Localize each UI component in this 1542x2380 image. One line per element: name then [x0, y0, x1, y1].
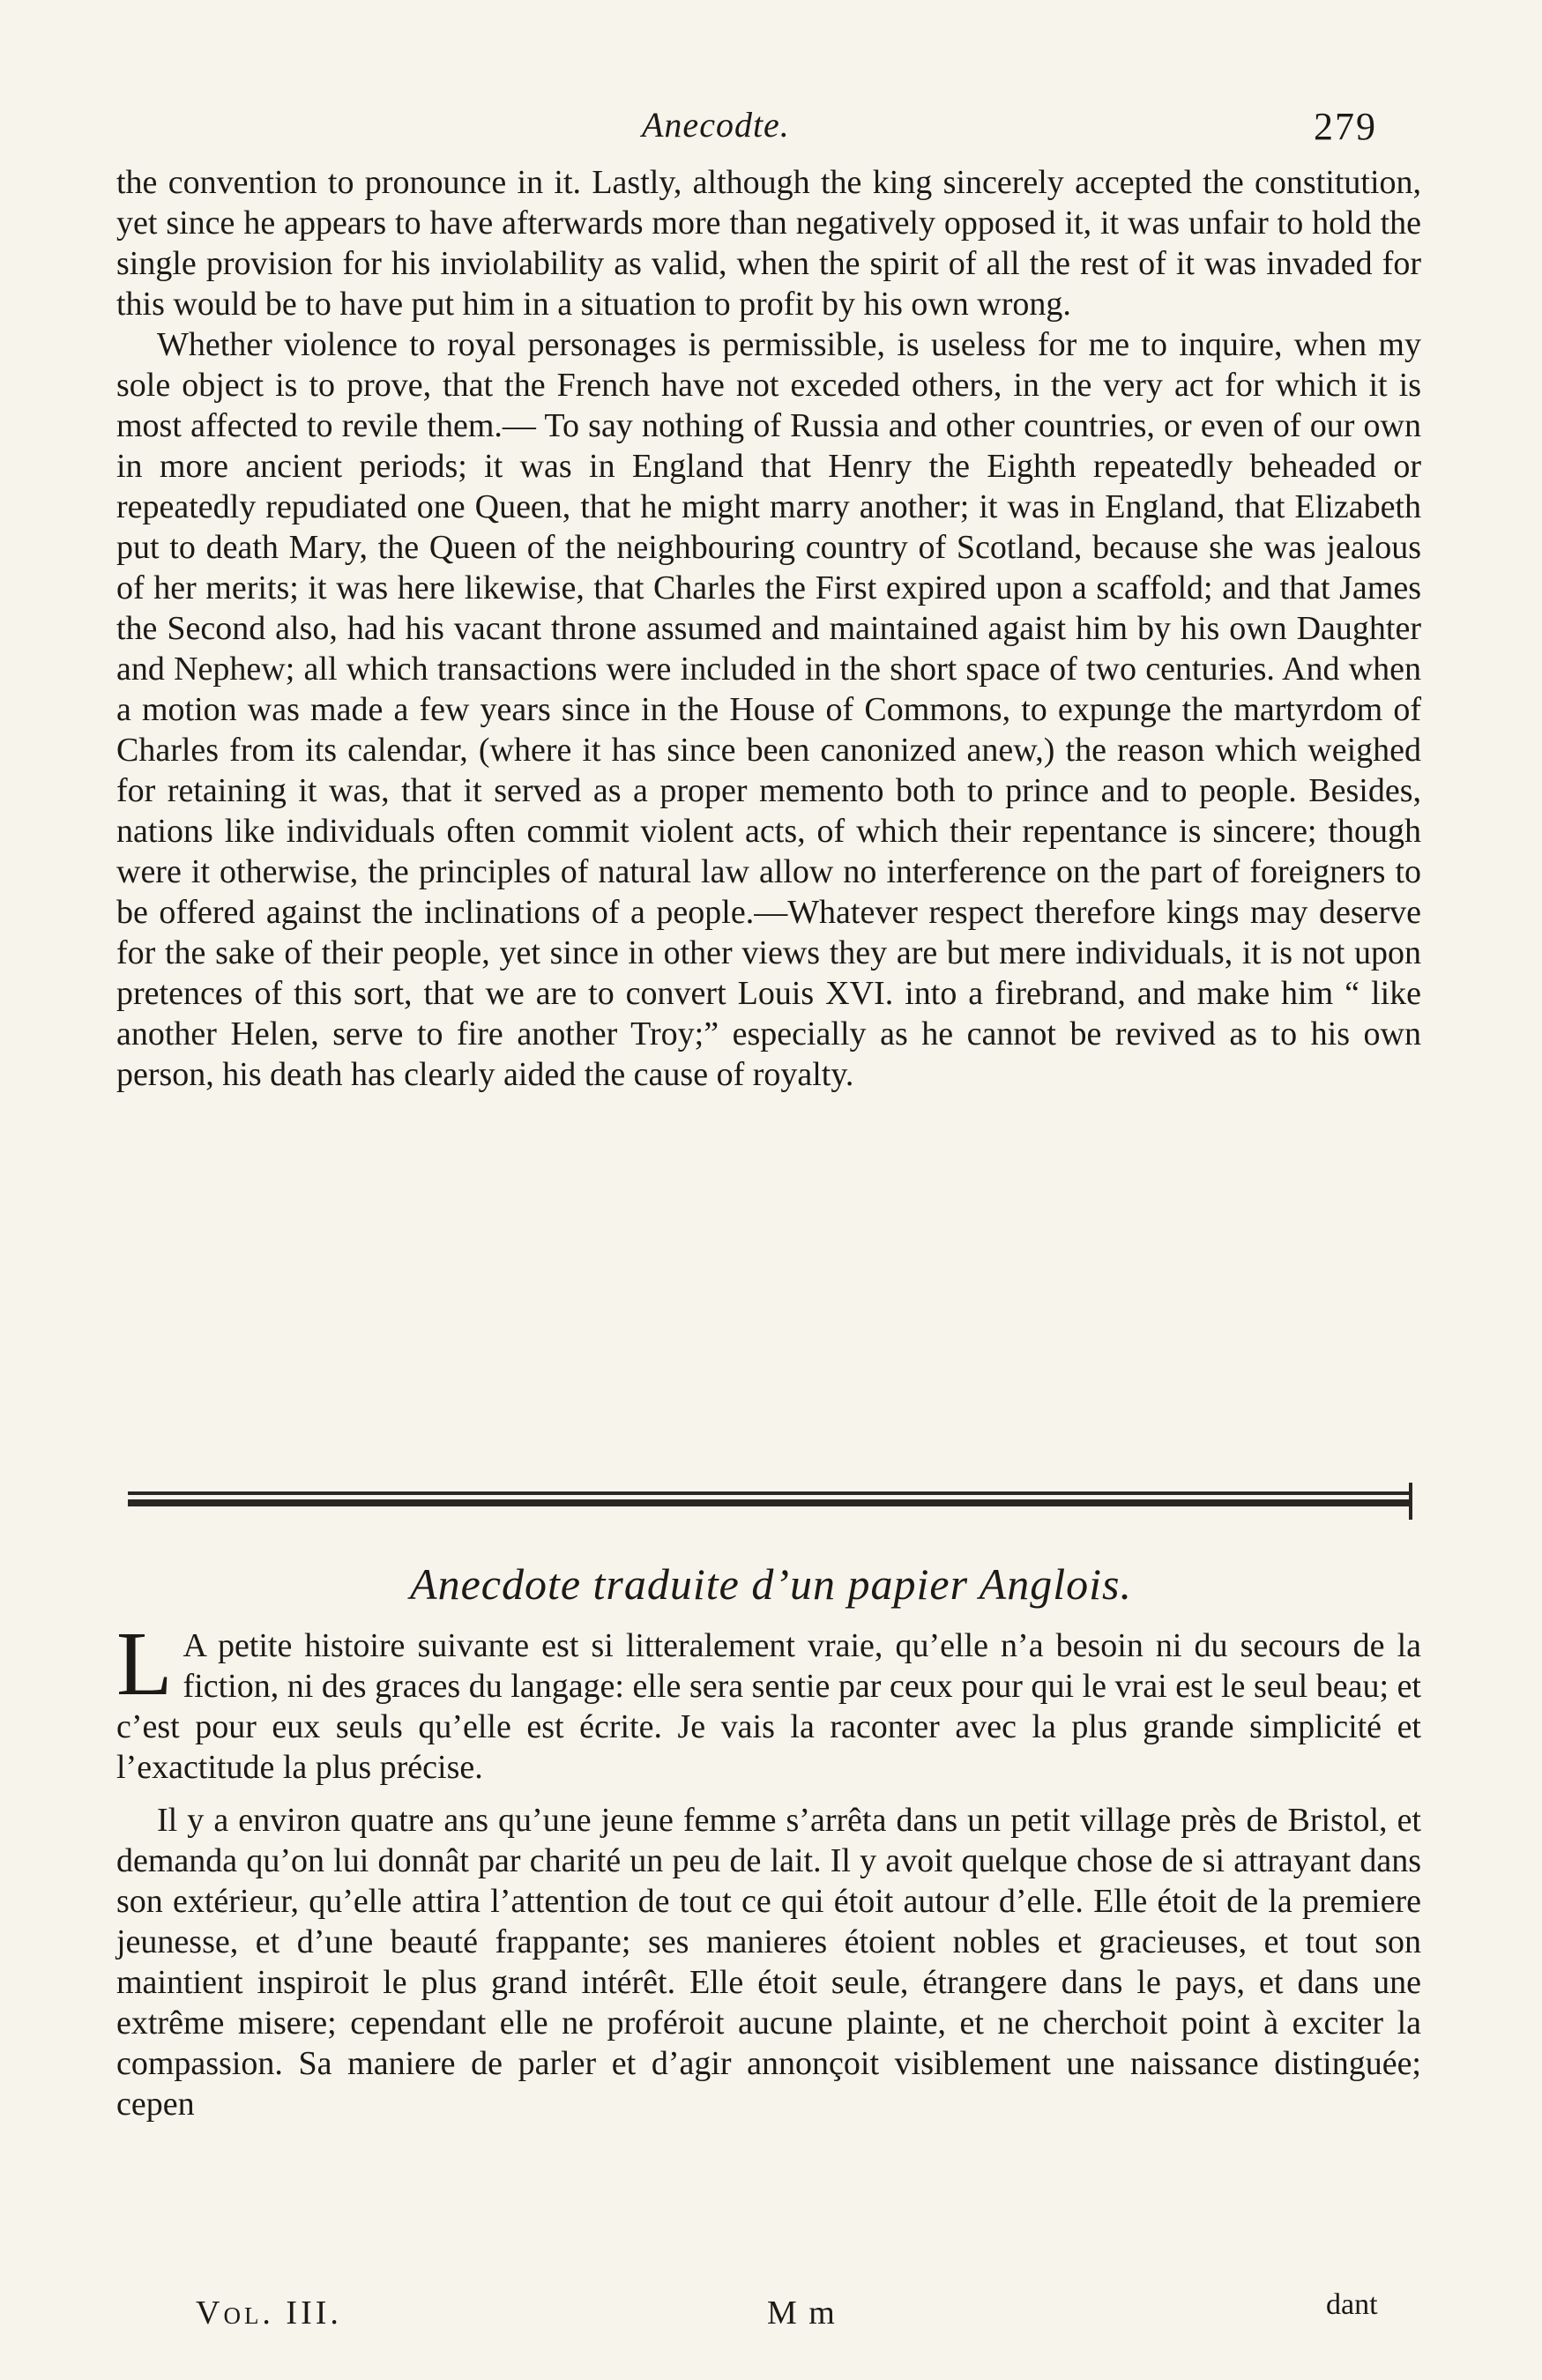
paragraph-opening [116, 1613, 1421, 1788]
catchword: dant [1326, 2288, 1378, 2321]
page-footer [0, 2288, 1542, 2347]
divider-thin-line [128, 1491, 1411, 1495]
divider-end-mark [1409, 1483, 1412, 1520]
section-title: Anecdote traduite d’un papier Anglois. [410, 1559, 1132, 1609]
drop-cap: L [116, 1613, 173, 1714]
article-anecdote-text [116, 1613, 1421, 2124]
opening-text: A petite histoire suivante est si litteralement vraie, qu’elle n’a besoin ni du secours de la fiction, ni des graces du langage: elle sera sentie par ceux pour qui le vrai est le seul beau; et c’est pour eux seuls qu’elle est écrite. Je vais la raconter avec la plus grande simplicité et l’exactitude la plus précise. [116, 1627, 1421, 1786]
paragraph-bristol: Il y a environ quatre ans qu’une jeune femme s’arrêta dans un petit village près de Bristol, et demanda qu’on lui donnât par charité un peu de lait. Il y avoit quelque chose de si attrayant dans son extérieur, qu’elle attira l’attention de tout ce qui étoit autour d’elle. Elle étoit de la premiere jeunesse, et d’une beauté frappante; ses manieres étoient nobles et gracieuses, et tout son maintient inspiroit le plus grand intérêt. Elle étoit seule, étrangere dans le pays, et dans une extrême misere; cependant elle ne proféroit aucune plainte, et ne cherchoit point à exciter la compassion. Sa maniere de parler et d’agir annonçoit visiblement une naissance distinguée; cepen [116, 1802, 1421, 2123]
article-political-text [116, 162, 1421, 1095]
signature-mark: M m [767, 2294, 837, 2332]
paragraph-royal-personages: Whether violence to royal personages is permissible, is useless for me to inquire, when my sole object is to prove, that the French have not exceded others, in the very act for which it is most affected to revile them.— To say nothing of Russia and other countries, or even of our own in more ancient periods; it was in England that Henry the Eighth repeatedly beheaded or repeatedly repudiated one Queen, that he might marry another; it was in England, that Elizabeth put to death Mary, the Queen of the neighbouring country of Scotland, because she was jealous of her merits; it was here likewise, that Charles the First expired upon a scaffold; and that James the Second also, had his vacant throne assumed and maintained agaist him by his own Daughter and Nephew; all which transactions were included in the short space of two centuries. And when a motion was made a few years since in the House of Commons, to expunge the martyrdom of Charles from its calendar, (where it has since been canonized anew,) the reason which weighed for retaining it was, that it served as a proper memento both to prince and to people. Besides, nations like individuals often commit violent acts, of which their repentance is sincere; though were it otherwise, the principles of natural law allow no interference on the part of foreigners to be offered against the inclinations of a people.—Whatever respect therefore kings may deserve for the sake of their people, yet since in other views they are but mere individuals, it is not upon pretences of this sort, that we are to convert Louis XVI. into a firebrand, and make him “ like another Helen, serve to fire another Troy;” especially as he cannot be revived as to his own person, his death has clearly aided the cause of royalty. [116, 326, 1421, 1093]
volume-label: Vol. III. [196, 2294, 342, 2332]
running-title: Anecodte. [642, 105, 790, 145]
running-head [0, 104, 1542, 157]
page-number: 279 [1314, 105, 1377, 148]
paragraph-continuation: the convention to pronounce in it. Lastly, although the king sincerely accepted the constitution, yet since he appears to have afterwards more than negatively opposed it, it was unfair to hold the single provision for his inviolability as valid, when the spirit of all the rest of it was invaded for this would be to have put him in a situation to profit by his own wrong. [116, 164, 1421, 323]
section-divider [128, 1491, 1411, 1511]
divider-thick-line [128, 1499, 1411, 1506]
